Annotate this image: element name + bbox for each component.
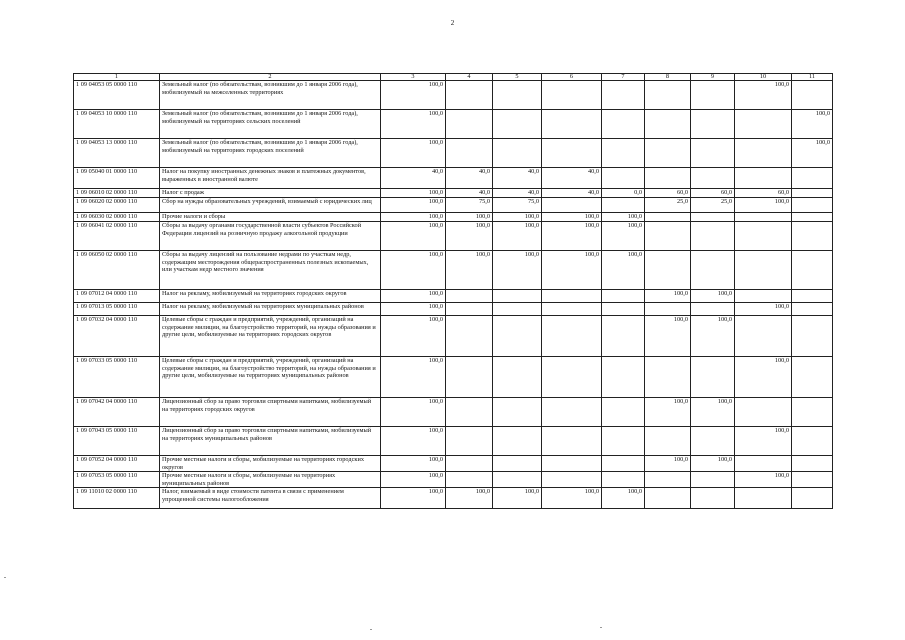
row-value bbox=[446, 456, 493, 472]
row-value bbox=[735, 168, 792, 189]
row-value bbox=[645, 168, 691, 189]
row-value bbox=[792, 456, 833, 472]
row-name: Налог на рекламу, мобилизуемый на территориях городских округов bbox=[160, 290, 381, 303]
row-code: 1 09 06010 02 0000 110 bbox=[74, 189, 160, 198]
row-value bbox=[493, 456, 542, 472]
row-value bbox=[645, 81, 691, 110]
row-value bbox=[493, 316, 542, 357]
row-value bbox=[735, 488, 792, 509]
row-value bbox=[493, 398, 542, 427]
row-value: 100,0 bbox=[691, 290, 735, 303]
row-value bbox=[602, 290, 645, 303]
row-code: 1 09 05040 01 0000 110 bbox=[74, 168, 160, 189]
row-value bbox=[493, 290, 542, 303]
row-value: 100,0 bbox=[381, 316, 446, 357]
row-value bbox=[645, 488, 691, 509]
row-name: Налог, взимаемый в виде стоимости патента в связи с применением упрощенной системы налогообложения bbox=[160, 488, 381, 509]
row-name: Налог с продаж bbox=[160, 189, 381, 198]
row-value bbox=[792, 198, 833, 213]
row-value bbox=[446, 303, 493, 316]
row-value: 100,0 bbox=[381, 398, 446, 427]
row-value bbox=[446, 316, 493, 357]
row-value bbox=[691, 488, 735, 509]
column-header: 8 bbox=[645, 74, 691, 81]
row-value: 100,0 bbox=[542, 213, 602, 222]
row-value bbox=[602, 198, 645, 213]
row-value: 100,0 bbox=[381, 189, 446, 198]
table-row bbox=[74, 398, 833, 427]
row-value bbox=[542, 357, 602, 398]
row-value bbox=[493, 81, 542, 110]
row-value: 100,0 bbox=[735, 357, 792, 398]
column-header: 7 bbox=[602, 74, 645, 81]
row-name: Лицензионный сбор за право торговли спиртными напитками, мобилизуемый на территориях муниципальных районов bbox=[160, 427, 381, 456]
row-code: 1 09 04053 10 0000 110 bbox=[74, 110, 160, 139]
row-value bbox=[542, 110, 602, 139]
row-value: 100,0 bbox=[602, 251, 645, 290]
row-value: 100,0 bbox=[645, 316, 691, 357]
table-row bbox=[74, 488, 833, 509]
row-value: 60,0 bbox=[735, 189, 792, 198]
row-value: 75,0 bbox=[446, 198, 493, 213]
row-code: 1 09 07042 04 0000 110 bbox=[74, 398, 160, 427]
row-code: 1 09 07012 04 0000 110 bbox=[74, 290, 160, 303]
row-value: 40,0 bbox=[446, 189, 493, 198]
row-value bbox=[602, 357, 645, 398]
row-code: 1 09 07043 05 0000 110 bbox=[74, 427, 160, 456]
row-value bbox=[691, 251, 735, 290]
row-value: 100,0 bbox=[381, 213, 446, 222]
row-value bbox=[493, 139, 542, 168]
row-value bbox=[602, 110, 645, 139]
row-value: 100,0 bbox=[792, 139, 833, 168]
row-value: 100,0 bbox=[602, 488, 645, 509]
row-value: 40,0 bbox=[381, 168, 446, 189]
row-code: 1 09 07052 04 0000 110 bbox=[74, 456, 160, 472]
row-value bbox=[792, 213, 833, 222]
row-code: 1 09 07033 05 0000 110 bbox=[74, 357, 160, 398]
row-value: 75,0 bbox=[493, 198, 542, 213]
row-name: Лицензионный сбор за право торговли спиртными напитками, мобилизуемый на территориях городских округов bbox=[160, 398, 381, 427]
table-row bbox=[74, 168, 833, 189]
row-value bbox=[735, 316, 792, 357]
row-value bbox=[645, 357, 691, 398]
row-value bbox=[645, 251, 691, 290]
row-value: 100,0 bbox=[381, 472, 446, 488]
row-value bbox=[602, 472, 645, 488]
row-value: 100,0 bbox=[381, 488, 446, 509]
row-value bbox=[691, 110, 735, 139]
row-code: 1 09 07013 05 0000 110 bbox=[74, 303, 160, 316]
row-value: 100,0 bbox=[381, 456, 446, 472]
row-value: 100,0 bbox=[381, 427, 446, 456]
row-name: Прочие местные налоги и сборы, мобилизуемые на территориях городских округов bbox=[160, 456, 381, 472]
row-value bbox=[735, 398, 792, 427]
row-value bbox=[645, 472, 691, 488]
row-value bbox=[602, 168, 645, 189]
row-value bbox=[602, 81, 645, 110]
row-value: 100,0 bbox=[446, 222, 493, 251]
row-code: 1 09 06020 02 0000 110 bbox=[74, 198, 160, 213]
row-value bbox=[446, 357, 493, 398]
row-value bbox=[691, 222, 735, 251]
row-value bbox=[602, 316, 645, 357]
row-value bbox=[446, 290, 493, 303]
row-value bbox=[602, 398, 645, 427]
column-header: 9 bbox=[691, 74, 735, 81]
row-value bbox=[792, 488, 833, 509]
row-value bbox=[493, 472, 542, 488]
row-value bbox=[493, 427, 542, 456]
row-value bbox=[542, 290, 602, 303]
table-row bbox=[74, 222, 833, 251]
row-value: 100,0 bbox=[493, 488, 542, 509]
row-value bbox=[735, 213, 792, 222]
table-row bbox=[74, 81, 833, 110]
row-name: Земельный налог (по обязательствам, возникшим до 1 января 2006 года), мобилизуемый на территориях сельских поселений bbox=[160, 110, 381, 139]
row-value: 100,0 bbox=[735, 472, 792, 488]
row-value: 100,0 bbox=[381, 357, 446, 398]
row-value bbox=[542, 316, 602, 357]
row-value: 100,0 bbox=[735, 427, 792, 456]
row-code: 1 09 11010 02 0000 110 bbox=[74, 488, 160, 509]
row-value: 100,0 bbox=[446, 488, 493, 509]
column-header: 4 bbox=[446, 74, 493, 81]
row-value bbox=[446, 472, 493, 488]
table-row bbox=[74, 189, 833, 198]
row-value: 60,0 bbox=[691, 189, 735, 198]
column-header: 1 bbox=[74, 74, 160, 81]
row-value: 100,0 bbox=[602, 222, 645, 251]
row-value bbox=[446, 427, 493, 456]
table-row bbox=[74, 139, 833, 168]
table-row bbox=[74, 472, 833, 488]
row-value: 100,0 bbox=[645, 456, 691, 472]
row-value bbox=[735, 222, 792, 251]
row-name: Прочие местные налоги и сборы, мобилизуемые на территориях муниципальных районов bbox=[160, 472, 381, 488]
row-value bbox=[792, 357, 833, 398]
row-value bbox=[792, 303, 833, 316]
row-value: 100,0 bbox=[542, 251, 602, 290]
scan-speck bbox=[370, 629, 372, 630]
row-value: 100,0 bbox=[542, 222, 602, 251]
row-value bbox=[792, 316, 833, 357]
row-value: 100,0 bbox=[493, 222, 542, 251]
row-value: 100,0 bbox=[792, 110, 833, 139]
row-value: 100,0 bbox=[602, 213, 645, 222]
row-name: Сборы за выдачу органами государственной власти субъектов Российской Федерации лицензий на розничную продажу алкогольной продукции bbox=[160, 222, 381, 251]
table-row bbox=[74, 290, 833, 303]
row-value: 100,0 bbox=[381, 139, 446, 168]
row-value bbox=[645, 427, 691, 456]
row-value bbox=[602, 139, 645, 168]
column-header: 2 bbox=[160, 74, 381, 81]
row-value bbox=[792, 168, 833, 189]
row-value: 100,0 bbox=[446, 213, 493, 222]
row-name: Прочие налоги и сборы bbox=[160, 213, 381, 222]
row-value bbox=[792, 251, 833, 290]
table-row bbox=[74, 316, 833, 357]
row-value bbox=[792, 398, 833, 427]
row-value: 100,0 bbox=[381, 198, 446, 213]
row-value bbox=[446, 139, 493, 168]
row-value: 100,0 bbox=[645, 398, 691, 427]
row-value: 100,0 bbox=[645, 290, 691, 303]
row-value: 40,0 bbox=[493, 189, 542, 198]
row-code: 1 09 07053 05 0000 110 bbox=[74, 472, 160, 488]
row-value: 100,0 bbox=[381, 81, 446, 110]
row-value: 100,0 bbox=[542, 488, 602, 509]
row-value: 60,0 bbox=[645, 189, 691, 198]
row-value bbox=[792, 427, 833, 456]
row-value bbox=[446, 398, 493, 427]
row-value bbox=[542, 398, 602, 427]
row-value bbox=[602, 427, 645, 456]
row-value bbox=[792, 189, 833, 198]
row-value bbox=[691, 168, 735, 189]
row-value bbox=[542, 456, 602, 472]
table-row bbox=[74, 110, 833, 139]
row-value bbox=[792, 290, 833, 303]
row-value bbox=[542, 427, 602, 456]
row-value bbox=[602, 303, 645, 316]
row-value bbox=[691, 213, 735, 222]
table-row bbox=[74, 251, 833, 290]
row-value: 40,0 bbox=[542, 168, 602, 189]
row-value bbox=[735, 251, 792, 290]
row-value: 100,0 bbox=[381, 303, 446, 316]
row-value bbox=[542, 139, 602, 168]
row-code: 1 09 04053 13 0000 110 bbox=[74, 139, 160, 168]
column-header: 5 bbox=[493, 74, 542, 81]
row-value: 100,0 bbox=[493, 251, 542, 290]
row-value bbox=[735, 456, 792, 472]
row-value bbox=[446, 110, 493, 139]
row-value: 100,0 bbox=[381, 222, 446, 251]
row-value bbox=[645, 213, 691, 222]
row-value bbox=[493, 110, 542, 139]
row-value bbox=[645, 303, 691, 316]
row-value: 100,0 bbox=[381, 251, 446, 290]
row-value: 100,0 bbox=[735, 303, 792, 316]
row-code: 1 09 04053 05 0000 110 bbox=[74, 81, 160, 110]
row-value bbox=[735, 110, 792, 139]
row-value bbox=[691, 81, 735, 110]
row-value: 40,0 bbox=[446, 168, 493, 189]
header-row bbox=[74, 74, 833, 81]
row-value bbox=[691, 139, 735, 168]
column-header: 11 bbox=[792, 74, 833, 81]
row-name: Земельный налог (по обязательствам, возникшим до 1 января 2006 года), мобилизуемый на межселенных территориях bbox=[160, 81, 381, 110]
row-value bbox=[792, 222, 833, 251]
scan-speck bbox=[4, 577, 6, 578]
page-number: 2 bbox=[450, 19, 455, 27]
column-header: 6 bbox=[542, 74, 602, 81]
column-header: 10 bbox=[735, 74, 792, 81]
row-code: 1 09 06030 02 0000 110 bbox=[74, 213, 160, 222]
row-code: 1 09 06050 02 0000 110 bbox=[74, 251, 160, 290]
row-value: 0,0 bbox=[602, 189, 645, 198]
row-value bbox=[493, 357, 542, 398]
row-value bbox=[542, 198, 602, 213]
row-value: 100,0 bbox=[381, 290, 446, 303]
row-value bbox=[691, 472, 735, 488]
row-value bbox=[792, 81, 833, 110]
row-value bbox=[446, 81, 493, 110]
row-name: Налог на покупку иностранных денежных знаков и платежных документов, выраженных в иностранной валюте bbox=[160, 168, 381, 189]
row-code: 1 09 06041 02 0000 110 bbox=[74, 222, 160, 251]
table-row bbox=[74, 456, 833, 472]
row-value: 25,0 bbox=[645, 198, 691, 213]
row-value: 100,0 bbox=[691, 316, 735, 357]
row-value bbox=[792, 472, 833, 488]
row-value bbox=[602, 456, 645, 472]
row-value: 40,0 bbox=[493, 168, 542, 189]
table-row bbox=[74, 198, 833, 213]
row-value: 100,0 bbox=[691, 456, 735, 472]
row-value bbox=[691, 427, 735, 456]
row-name: Сборы за выдачу лицензий на пользование недрами по участкам недр, содержащим месторождения общераспространенных полезных ископаемых, или участкам недр местного значения bbox=[160, 251, 381, 290]
row-name: Сбор на нужды образовательных учреждений, взимаемый с юридических лиц bbox=[160, 198, 381, 213]
row-value bbox=[691, 303, 735, 316]
row-name: Налог на рекламу, мобилизуемый на территориях муниципальных районов bbox=[160, 303, 381, 316]
row-value bbox=[542, 303, 602, 316]
row-value: 100,0 bbox=[381, 110, 446, 139]
row-value bbox=[542, 472, 602, 488]
row-value: 100,0 bbox=[735, 81, 792, 110]
row-value bbox=[735, 139, 792, 168]
row-value bbox=[645, 110, 691, 139]
table-row bbox=[74, 213, 833, 222]
scan-speck bbox=[600, 627, 602, 628]
row-name: Целевые сборы с граждан и предприятий, учреждений, организаций на содержание милиции, на благоустройство территорий, на нужды образования и другие цели, мобилизуемые на территориях городских округов bbox=[160, 316, 381, 357]
row-code: 1 09 07032 04 0000 110 bbox=[74, 316, 160, 357]
row-name: Земельный налог (по обязательствам, возникшим до 1 января 2006 года), мобилизуемый на территориях городских поселений bbox=[160, 139, 381, 168]
row-value bbox=[691, 357, 735, 398]
table-row bbox=[74, 427, 833, 456]
row-value bbox=[645, 222, 691, 251]
row-value: 25,0 bbox=[691, 198, 735, 213]
row-value: 100,0 bbox=[446, 251, 493, 290]
row-name: Целевые сборы с граждан и предприятий, учреждений, организаций на содержание милиции, на благоустройство территорий, на нужды образования и другие цели, мобилизуемые на территориях муниципальных районов bbox=[160, 357, 381, 398]
table-row bbox=[74, 357, 833, 398]
row-value: 40,0 bbox=[542, 189, 602, 198]
row-value bbox=[542, 81, 602, 110]
row-value: 100,0 bbox=[691, 398, 735, 427]
table-row bbox=[74, 303, 833, 316]
distribution-table bbox=[73, 73, 833, 509]
row-value: 100,0 bbox=[493, 213, 542, 222]
row-value bbox=[735, 290, 792, 303]
row-value bbox=[645, 139, 691, 168]
column-header: 3 bbox=[381, 74, 446, 81]
row-value: 100,0 bbox=[735, 198, 792, 213]
row-value bbox=[493, 303, 542, 316]
